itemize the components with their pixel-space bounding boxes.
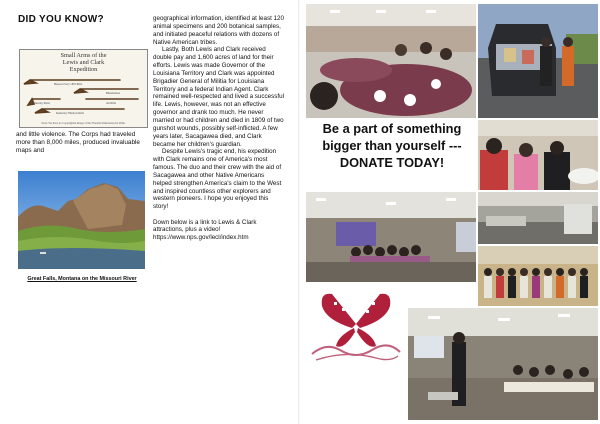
event-hall-photo	[306, 192, 476, 282]
donate-banner[interactable]: Be a part of something bigger than yourself --- DONATE TODAY!	[308, 120, 476, 190]
great-falls-photo	[18, 171, 145, 269]
page-title: DID YOU KNOW?	[18, 14, 104, 25]
butterfly-logo	[306, 284, 406, 368]
small-arms-title: Small Arms of the Lewis and Clark Expedition	[60, 52, 107, 73]
paragraph-3: Despite Lewis's tragic end, his expedition with Clark remains one of America's most famous. The duo and their crew with the aid of Sacagawea and other Native Americans helped strengthen America's claim to the West and inspired countless other explorers and western pioneers. I hope you enjoyed this story!	[153, 148, 282, 211]
paragraph-1: geographical information, identified at least 120 animal specimens and 200 botanical samples, and initiated peaceful relations with dozens of Native American tribes.	[153, 15, 284, 46]
volunteers-photo	[478, 120, 598, 190]
meeting-room-photo	[408, 308, 598, 420]
rifle-drawings	[20, 50, 147, 127]
photo-caption: Great Falls, Montana on the Missouri River	[27, 276, 137, 282]
nps-link[interactable]: https://www.nps.gov/lecl/index.htm	[153, 234, 249, 242]
small-arms-illustration: Small Arms of the Lewis and Clark Expedition Harpers Ferry 1803 Rifle Blunderbuss Kentucky Pistol Air Rifle Kentucky Flintlock Rifle Note: We have no Copyrighted image of the Firearms Illustration for Rifle.	[19, 49, 148, 128]
paragraph-4: Down below is a link to Lewis & Clark attractions, plus a video!	[153, 218, 257, 234]
banquet-photo	[306, 4, 476, 118]
group-photo	[478, 246, 598, 306]
column1-text: and little violence. The Corps had traveled more than 8,000 miles, produced invaluable maps and	[16, 131, 140, 154]
van-donation-photo	[478, 4, 598, 118]
paragraph-2: Lastly, Both Lewis and Clark received double pay and 1,600 acres of land for their efforts. Lewis was made Governor of the Louisiana Territory and Clark was appointed Brigadier General of Militia for Louisiana Territory and a federal Indian Agent. Clark remained well-respected and lived a successful life. Lewis, however, was not an effective governor and drank too much. He never married or had children and died in 1809 of two gunshot wounds, possibly self-inflicted. A few years later, Sacagawea died, and Clark became her children's guardian.	[153, 46, 284, 148]
kitchen-photo	[478, 192, 598, 244]
column2-text	[153, 15, 284, 242]
